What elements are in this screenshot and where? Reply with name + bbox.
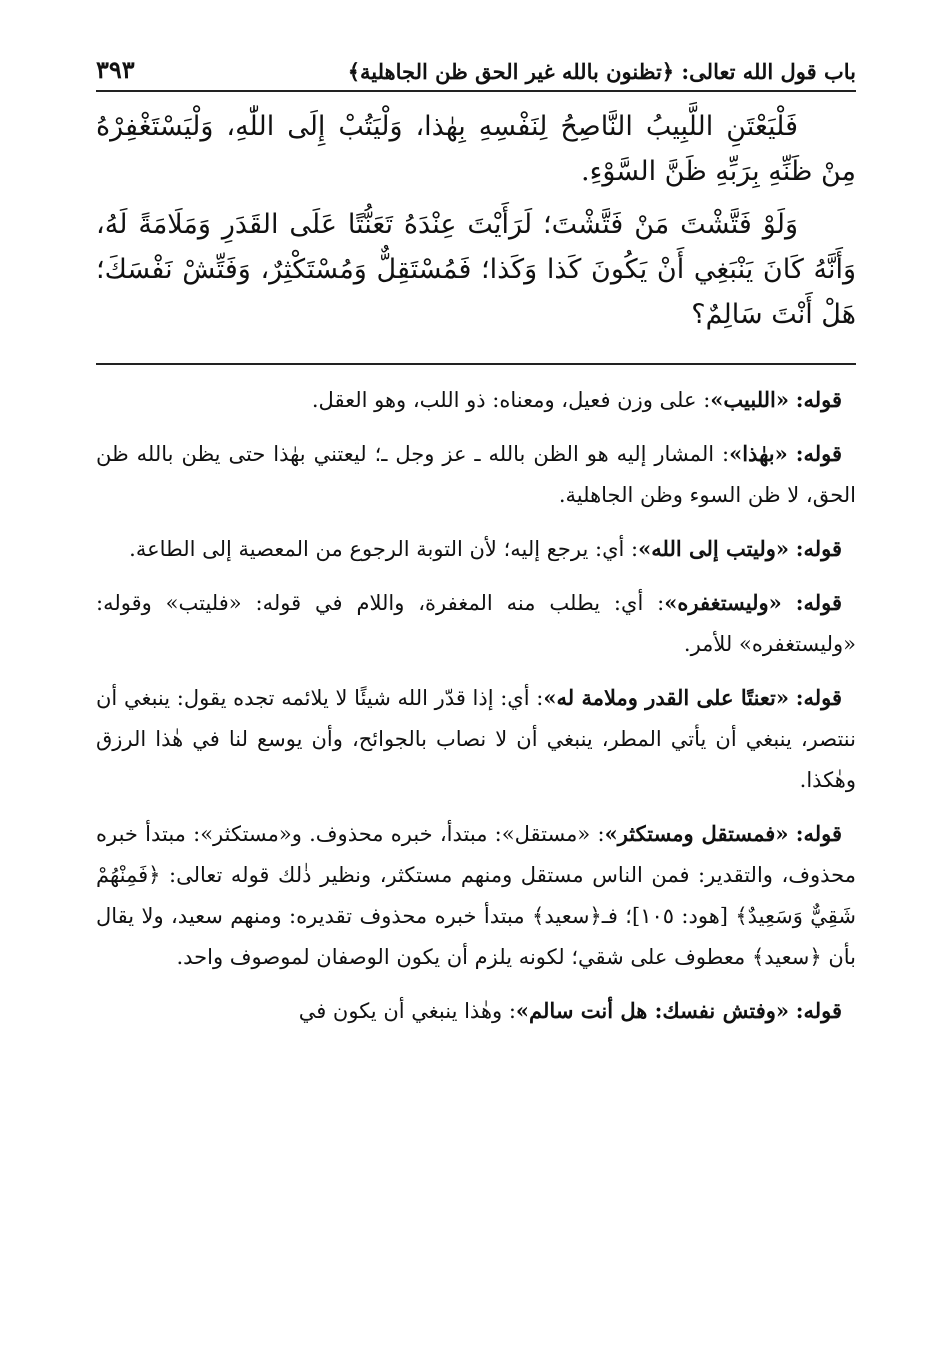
note-quote: «وليتب إلى الله» — [638, 536, 790, 561]
note-text: : أي: يطلب منه المغفرة، واللام في قوله: «فليتب» وقوله: «وليستغفره» للأمر. — [96, 591, 856, 656]
commentary-note — [96, 582, 856, 665]
note-text: : أي: يرجع إليه؛ لأن التوبة الرجوع من المعصية إلى الطاعة. — [129, 537, 639, 561]
note-quote: «فمستقل ومستكثر» — [604, 821, 789, 846]
note-text: : أي: إذا قدّر الله شيئًا لا يلائمه تجده يقول: ينبغي أن ننتصر، ينبغي أن يأتي المطر، ينبغي أن لا نصاب بالجوائح، وأن يوسع لنا في هٰذا الرزق وهٰكذا. — [96, 686, 856, 792]
commentary-note — [96, 433, 856, 516]
commentary-note — [96, 813, 856, 978]
note-text: : المشار إليه هو الظن بالله ـ عز وجل ـ؛ ليعتني بهٰذا حتى يظن بالله ظن الحق، لا ظن السوء وظن الجاهلية. — [96, 442, 856, 507]
note-label: قوله: — [795, 821, 842, 846]
commentary — [96, 365, 856, 1032]
commentary-note — [96, 528, 856, 570]
note-label: قوله: — [795, 590, 842, 615]
note-label: قوله: — [795, 998, 842, 1023]
page-number: ٣٩٣ — [96, 55, 135, 84]
note-label: قوله: — [795, 441, 842, 466]
note-text: : على وزن فعيل، ومعناه: ذو اللب، وهو العقل. — [311, 388, 711, 412]
note-quote: «بهٰذا» — [729, 441, 788, 466]
note-quote: «تعنتًا على القدر وملامة له» — [543, 685, 790, 710]
main-text — [96, 92, 856, 365]
note-quote: «وليستغفره» — [664, 590, 782, 615]
note-label: قوله: — [795, 685, 842, 710]
commentary-note — [96, 379, 856, 421]
note-label: قوله: — [795, 387, 842, 412]
main-paragraph: فَلْيَعْتَنِ اللَّبِيبُ النَّاصِحُ لِنَفْسِهِ بِهٰذا، وَلْيَتُبْ إِلَى اللّٰهِ، وَلْيَسْتَغْفِرْهُ مِنْ ظَنِّهِ بِرَبِّهِ ظَنَّ السَّوْءِ. — [96, 111, 856, 187]
note-text: : وهٰذا ينبغي أن يكون في — [298, 999, 516, 1023]
note-quote: «وفتش نفسك: هل أنت سالم» — [515, 998, 790, 1023]
main-paragraph: وَلَوْ فَتَّشْتَ مَنْ فَتَّشْتَ؛ لَرَأَيْتَ عِنْدَهُ تَعَنُّتًا عَلَى القَدَرِ وَمَلَامَةً لَهُ، وَأَنَّهُ كَانَ يَنْبَغِي أَنْ يَكُونَ كَذا وَكَذا؛ فَمُسْتَقِلٌّ وَمُسْتَكْثِرٌ، وَفَتِّشْ نَفْسَكَ؛ هَلْ أَنْتَ سَالِمٌ؟ — [96, 209, 856, 330]
note-label: قوله: — [795, 536, 842, 561]
commentary-note — [96, 677, 856, 801]
commentary-note — [96, 990, 856, 1032]
note-text: : «مستقل»: مبتدأ، خبره محذوف. و«مستكثر»: مبتدأ خبره محذوف، والتقدير: فمن الناس مستقل ومنهم مستكثر، ونظير ذٰلك قوله تعالى: ﴿فَمِنْهُمْ شَقِيٌّ وَسَعِيدٌ﴾ [هود: ١٠٥]؛ فـ﴿سعيد﴾ مبتدأ خبره محذوف تقديره: ومنهم سعيد، ولا يقال بأن ﴿سعيد﴾ معطوف على شقي؛ لكونه يلزم أن يكون الوصفان لموصوف واحد. — [96, 822, 856, 969]
chapter-title: باب قول الله تعالى: ﴿تظنون بالله غير الحق ظن الجاهلية﴾ — [347, 59, 856, 84]
running-header — [96, 40, 856, 92]
note-quote: «اللبيب» — [710, 387, 790, 412]
book-page — [96, 40, 856, 1340]
